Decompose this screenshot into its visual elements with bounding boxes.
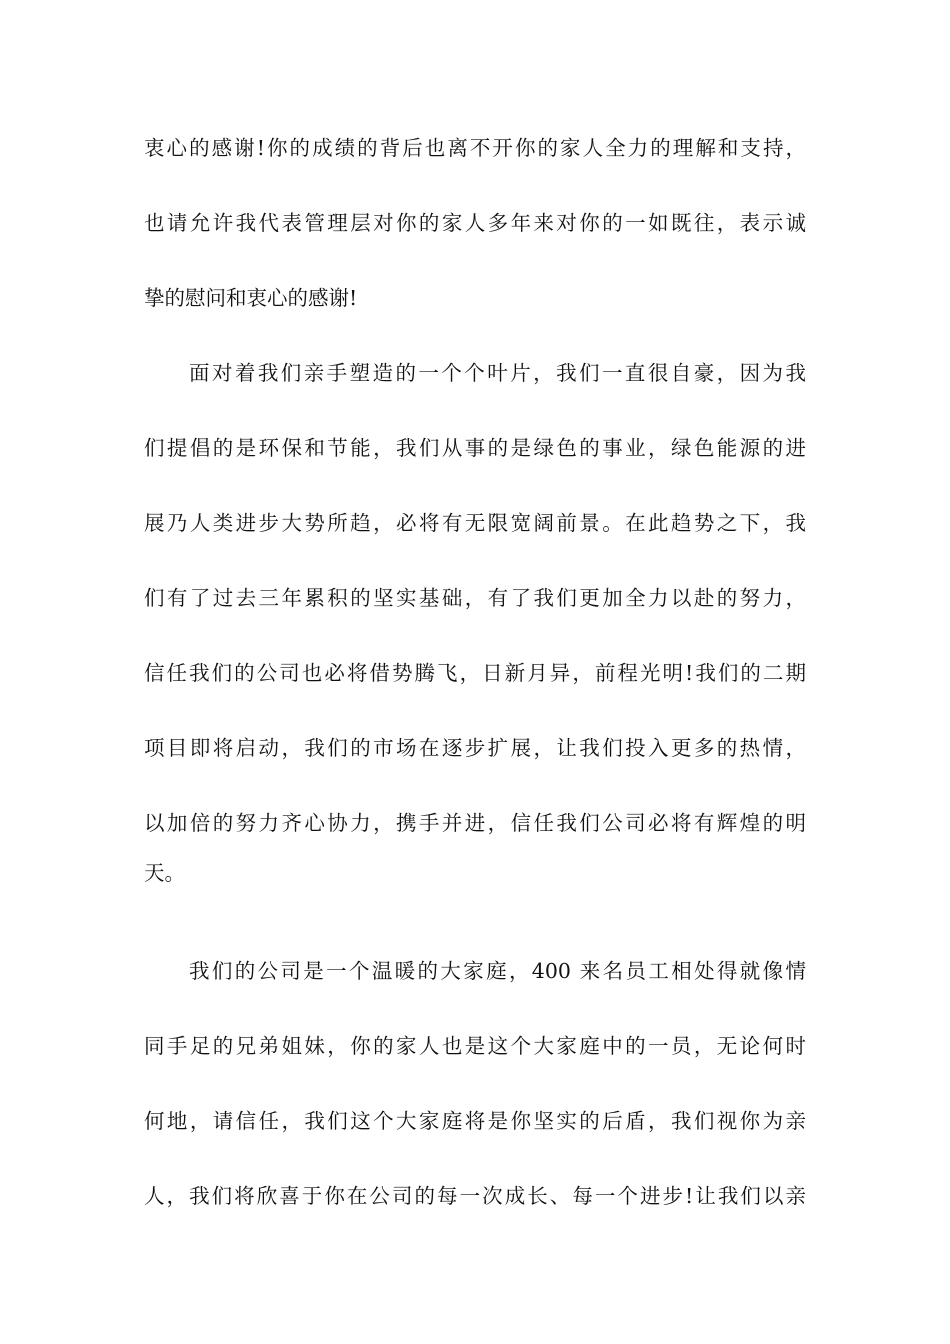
text-line: 同手足的兄弟姐妹，你的家人也是这个大家庭中的一员，无论何时 <box>144 1034 806 1058</box>
text-line: 何地，请信任，我们这个大家庭将是你坚实的后盾，我们视你为亲 <box>144 1109 806 1133</box>
text-line: 衷心的感谢!你的成绩的背后也离不开你的家人全力的理解和支持， <box>144 136 806 160</box>
text-line: 项目即将启动，我们的市场在逐步扩展，让我们投入更多的热情， <box>144 736 806 760</box>
text-line: 天。 <box>144 861 185 885</box>
text-line: 挚的慰问和衷心的感谢! <box>144 286 358 310</box>
text-line: 们有了过去三年累积的坚实基础，有了我们更加全力以赴的努力， <box>144 586 806 610</box>
text-line: 们提倡的是环保和节能，我们从事的是绿色的事业，绿色能源的进 <box>144 436 806 460</box>
text-line: 也请允许我代表管理层对你的家人多年来对你的一如既往，表示诚 <box>144 211 806 235</box>
paragraph-first-line: 我们的公司是一个温暖的大家庭，400 来名员工相处得就像情 <box>189 959 806 983</box>
paragraph-first-line: 面对着我们亲手塑造的一个个叶片，我们一直很自豪，因为我 <box>189 361 806 385</box>
text-line: 人，我们将欣喜于你在公司的每一次成长、每一个进步!让我们以亲 <box>144 1184 806 1208</box>
text-line: 信任我们的公司也必将借势腾飞，日新月异，前程光明!我们的二期 <box>144 661 806 685</box>
text-line: 展乃人类进步大势所趋，必将有无限宽阔前景。在此趋势之下，我 <box>144 511 806 535</box>
text-line: 以加倍的努力齐心协力，携手并进，信任我们公司必将有辉煌的明 <box>144 811 806 835</box>
